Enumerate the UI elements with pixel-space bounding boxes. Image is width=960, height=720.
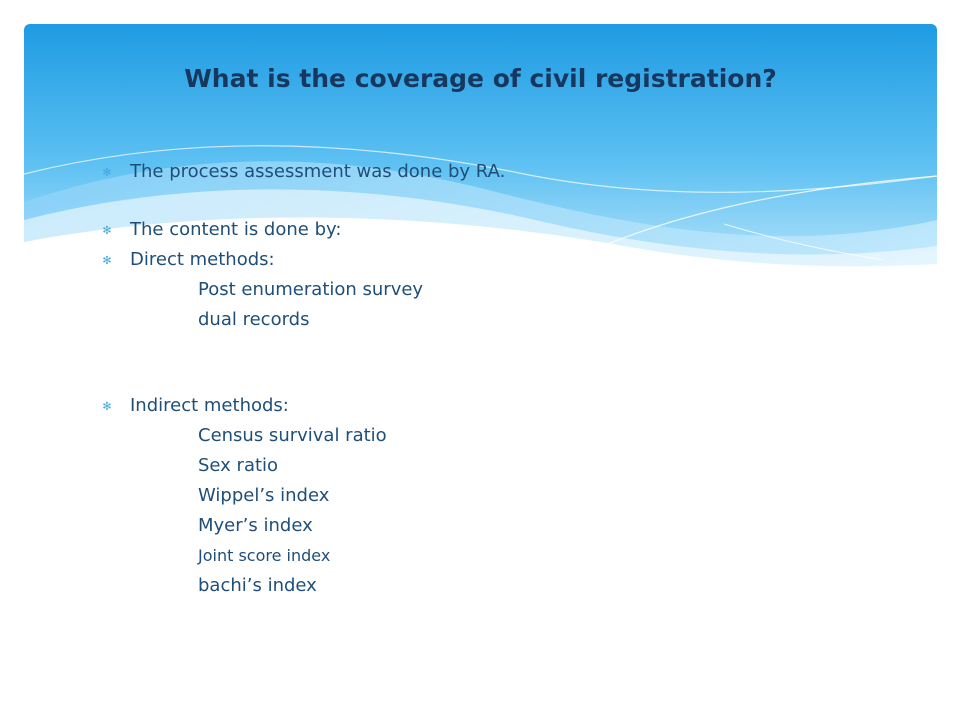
- bullet-text: Indirect methods:: [130, 395, 289, 416]
- indirect-method-item: Myer’s index: [198, 515, 313, 536]
- bullet-text: Direct methods:: [130, 249, 275, 270]
- bullet-content-done-by: [100, 215, 880, 245]
- bullet-direct-methods: [100, 245, 880, 275]
- bullet-text: The content is done by:: [130, 219, 342, 240]
- asterisk-icon: ✻: [102, 254, 112, 267]
- indirect-method-item: Wippel’s index: [198, 485, 330, 506]
- page-title: What is the coverage of civil registration?: [184, 64, 777, 93]
- bullet-text: The process assessment was done by RA.: [130, 161, 506, 182]
- spacer: [100, 187, 880, 215]
- indirect-method-item: bachi’s index: [198, 575, 317, 596]
- indirect-method-item: Joint score index: [198, 546, 331, 565]
- direct-method-item: Post enumeration survey: [198, 279, 424, 300]
- spacer: [100, 335, 880, 391]
- direct-method-item: dual records: [198, 309, 310, 330]
- slide-body: [100, 157, 880, 601]
- asterisk-icon: ✻: [102, 400, 112, 413]
- asterisk-icon: ✻: [102, 224, 112, 237]
- indirect-method-item: Sex ratio: [198, 455, 279, 476]
- bullet-process-assessment: [100, 157, 880, 187]
- bullet-indirect-methods: [100, 391, 880, 421]
- asterisk-icon: ✻: [102, 166, 112, 179]
- indirect-method-item: Census survival ratio: [198, 425, 387, 446]
